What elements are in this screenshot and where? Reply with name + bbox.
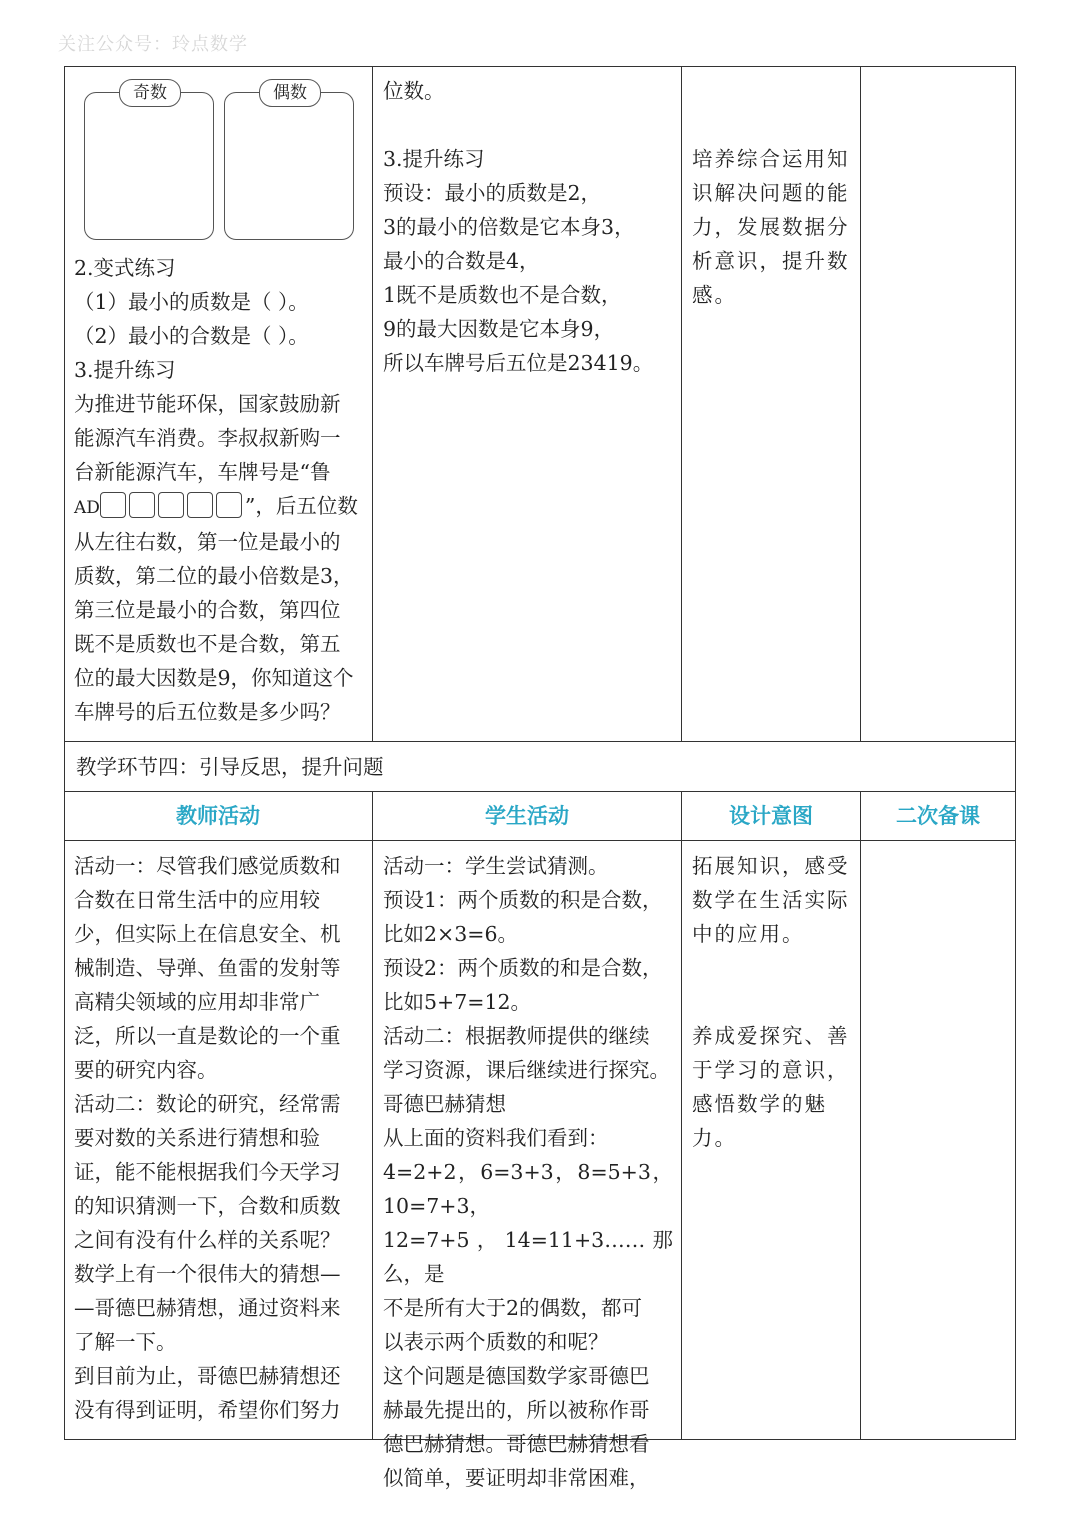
lower-student-text — [383, 849, 673, 1495]
text-line: 力，发展数据分 — [692, 215, 850, 239]
text-line: —哥德巴赫猜想，通过资料来 — [74, 1296, 341, 1320]
text-line: 位数。 — [383, 79, 445, 103]
text-line: 最小的合数是4， — [383, 249, 540, 273]
exercise-heading-variant: 2.变式练习 — [74, 256, 176, 280]
header-design-intent: 设计意图 — [729, 804, 813, 828]
text-line: 似简单，要证明却非常困难， — [383, 1466, 650, 1490]
text-line: 中的应用。 — [692, 922, 805, 946]
text-line: 感。 — [692, 283, 737, 307]
text-line: 之间有没有什么样的关系呢？ — [74, 1228, 341, 1252]
text-line: 合数在日常生活中的应用较 — [74, 888, 320, 912]
answer-line: 所以车牌号后五位是23419。 — [383, 351, 654, 375]
upper-intent-text — [692, 142, 852, 312]
text-line: 为推进节能环保，国家鼓励新 — [74, 392, 341, 416]
lower-teacher-text — [74, 849, 364, 1427]
row-divider-upper — [64, 741, 1016, 742]
text-line: 这个问题是德国数学家哥德巴 — [383, 1364, 650, 1388]
text-line: 预设：最小的质数是2， — [383, 181, 602, 205]
plate-digit-box — [100, 492, 126, 518]
text-line: 既不是质数也不是合数，第五 — [74, 632, 341, 656]
text-line: 活动二：数论的研究，经常需 — [74, 1092, 341, 1116]
lower-col-divider-1 — [372, 791, 373, 1439]
text-line: 第三位是最小的合数，第四位 — [74, 598, 341, 622]
text-line: 活动一：学生尝试猜测。 — [383, 854, 609, 878]
text-line: 要对数的关系进行猜想和验 — [74, 1126, 320, 1150]
text-line: 要的研究内容。 — [74, 1058, 218, 1082]
text-line — [692, 951, 852, 985]
text-line: 学习资源，课后继续进行探究。 — [383, 1058, 670, 1082]
text-line: 析意识，提升数 — [692, 249, 850, 273]
text-line: 的知识猜测一下，合数和质数 — [74, 1194, 341, 1218]
upper-col-divider-3 — [860, 66, 861, 741]
header-teacher-activity: 教师活动 — [176, 804, 260, 828]
text-line: 拓展知识，感受 — [692, 854, 850, 878]
text-line: 到目前为止，哥德巴赫猜想还 — [74, 1364, 341, 1388]
text-line: 活动二：根据教师提供的继续 — [383, 1024, 650, 1048]
plate-digit-box — [129, 492, 155, 518]
plate-digit-box — [158, 492, 184, 518]
header-second-prep: 二次备课 — [896, 804, 980, 828]
text-line: 预设2：两个质数的和是合数， — [383, 956, 663, 980]
text-line: 3的最小的倍数是它本身3， — [383, 215, 635, 239]
text-line: 证，能不能根据我们今天学习 — [74, 1160, 341, 1184]
text-line: 了解一下。 — [74, 1330, 177, 1354]
lower-col-divider-3 — [860, 791, 861, 1439]
exercise-heading-advanced: 3.提升练习 — [383, 147, 485, 171]
text-line: 活动一：尽管我们感觉质数和 — [74, 854, 341, 878]
text-line: 于学习的意识， — [692, 1058, 850, 1082]
text-line: 比如2×3=6。 — [383, 922, 518, 946]
header-student-activity: 学生活动 — [485, 804, 569, 828]
text-line: 感悟数学的魅 — [692, 1092, 827, 1116]
text-line: 车牌号的后五位数是多少吗？ — [74, 700, 341, 724]
text-line: 台新能源汽车，车牌号是“鲁 — [74, 460, 331, 484]
upper-col-divider-1 — [372, 66, 373, 741]
even-number-box — [224, 83, 354, 240]
plate-digit-box — [216, 492, 242, 518]
plate-digit-box — [187, 492, 213, 518]
text-line: 泛，所以一直是数论的一个重 — [74, 1024, 341, 1048]
text-line: 赫最先提出的，所以被称作哥 — [383, 1398, 650, 1422]
text-line: 少，但实际上在信息安全、机 — [74, 922, 341, 946]
text-line: 养成爱探究、善 — [692, 1024, 850, 1048]
odd-number-box — [84, 83, 214, 240]
text-line: 能源汽车消费。李叔叔新购一 — [74, 426, 341, 450]
text-line: 识解决问题的能 — [692, 181, 850, 205]
text-line: 9的最大因数是它本身9， — [383, 317, 615, 341]
text-line: 位的最大因数是9，你知道这个 — [74, 666, 354, 690]
exercise-heading-advanced: 3.提升练习 — [74, 358, 176, 382]
text-line: 德巴赫猜想。哥德巴赫猜想看 — [383, 1432, 650, 1456]
text-line: 哥德巴赫猜想 — [383, 1092, 506, 1116]
plate-prefix: AD — [74, 498, 100, 518]
text-line: 从上面的资料我们看到： — [383, 1126, 609, 1150]
text-line: 预设1：两个质数的积是合数， — [383, 888, 663, 912]
text-line: 从左往右数，第一位是最小的 — [74, 530, 341, 554]
odd-number-label: 奇数 — [119, 79, 181, 107]
exercise-question-1: （1）最小的质数是（ ）。 — [74, 290, 309, 314]
text-line: 1既不是质数也不是合数， — [383, 283, 622, 307]
text-line: 高精尖领域的应用却非常广 — [74, 990, 320, 1014]
text-line: 质数，第二位的最小倍数是3， — [74, 564, 354, 588]
even-number-label: 偶数 — [259, 79, 321, 107]
text-line: 没有得到证明，希望你们努力 — [74, 1398, 341, 1422]
lower-col-divider-2 — [681, 791, 682, 1439]
row-divider-header — [64, 840, 1016, 841]
text-line: 4=2+2，6=3+3，8=5+3，10=7+3， — [383, 1160, 673, 1218]
watermark: 关注公众号：玲点数学 — [58, 34, 248, 55]
upper-col-divider-2 — [681, 66, 682, 741]
text-line — [692, 985, 852, 1019]
plate-line-rest: ”，后五位数 — [244, 494, 358, 518]
text-line: 培养综合运用知 — [692, 147, 850, 171]
lower-intent-text — [692, 849, 852, 1155]
exercise-question-2: （2）最小的合数是（ ）。 — [74, 324, 309, 348]
text-line: 比如5+7=12。 — [383, 990, 532, 1014]
text-line: 以表示两个质数的和呢？ — [383, 1330, 609, 1354]
text-line: 12=7+5，14=11+3……那么，是 — [383, 1228, 673, 1286]
plate-line — [74, 489, 364, 525]
section-title: 教学环节四：引导反思，提升问题 — [76, 755, 384, 779]
text-line: 数学在生活实际 — [692, 888, 850, 912]
upper-teacher-text — [74, 251, 364, 729]
upper-student-text — [383, 74, 673, 380]
text-line: 不是所有大于2的偶数，都可 — [383, 1296, 643, 1320]
text-line: 数学上有一个很伟大的猜想— — [74, 1262, 341, 1286]
text-line: 械制造、导弹、鱼雷的发射等 — [74, 956, 341, 980]
text-line: 力。 — [692, 1126, 737, 1150]
